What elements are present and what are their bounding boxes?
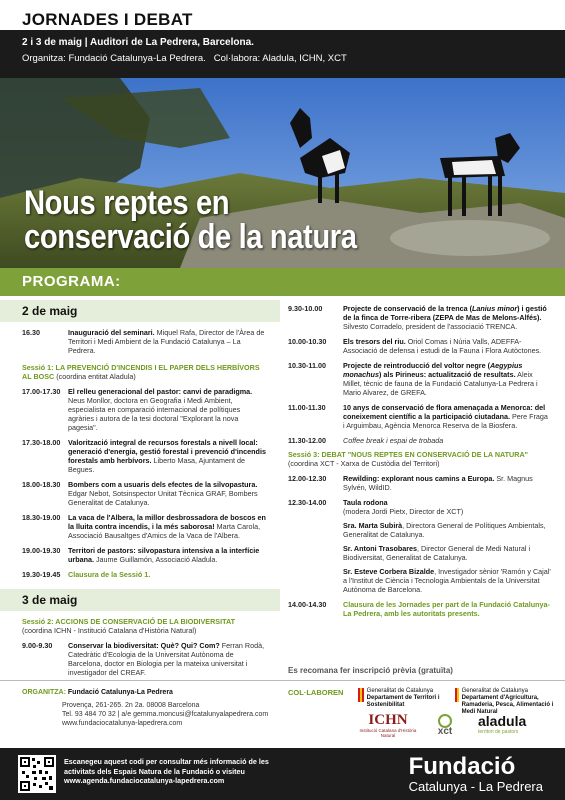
program-item [0,513,280,540]
program-item [0,641,280,677]
organitza-value: Fundació Catalunya-La Pedrera. [68,53,206,64]
event-time: 10.30-11.00 [288,361,326,370]
program-item [284,498,565,594]
event-time: 14.00-14.30 [288,600,327,609]
session-2-title: Sessió 2: ACCIONS DE CONSERVACIÓ DE LA BIODIVERSITAT (coordina ICHN - Institució Catalana d'Història Natural) [22,617,235,635]
gencat-territori-logo: Generalitat de Catalunya Departament de Territori i Sostenibilitat [358,688,446,709]
event-desc: Rewilding: explorant nous camins a Europa. Sr. Magnus Sylvén, WildID. [343,474,533,492]
program-item [284,361,565,397]
program-item [284,600,565,618]
event-time: 9.30-10.00 [288,304,323,313]
program-item [284,474,565,492]
program-item [0,480,280,507]
event-desc: El relleu generacional del pastor: canvi de paradigma. Neus Monllor, doctora en Geografia i Medi Ambient, especialista en comparació internacional de polítiques agràries i autora de la tesi doctoral "Explorant la nova pagesia". [68,387,253,432]
event-time: 19.30-19.45 [22,570,61,579]
footer [0,748,565,800]
organitza-label: ORGANITZA: [22,689,66,696]
event-time: 9.00-9.30 [22,641,53,650]
organizer-contact[interactable]: Tel. 93 484 70 32 | a/e gemma.moncusi@fcatalunyalapedrera.com [62,711,269,718]
speaker: Sra. Marta Subirà, Directora General de Polítiques Ambientals, Generalitat de Catalunya. [343,521,546,539]
event-desc: Coffee break i espai de trobada [343,436,444,445]
program-item [284,403,565,430]
header-dates: 2 i 3 de maig | Auditori de La Pedrera, Barcelona. [22,37,254,48]
organizer-name: Fundació Catalunya-La Pedrera [67,689,173,696]
program-item [0,546,280,564]
program-item [284,337,565,355]
session-1-title: Sessió 1: LA PREVENCIÓ D'INCENDIS I EL PAPER DELS HERBÍVORS AL BOSC (coordina entitat Aladula) [22,363,260,381]
program-item [284,304,565,331]
program-left-column [0,300,280,677]
hero-title-line1: Nous reptes en [24,184,230,222]
ichn-logo: ICHN Institució Catalana d'Història Natural [359,712,417,738]
program-item [0,570,280,579]
footer-text: Escanegeu aquest codi per consultar més informació de les activitats dels Espais Natura de la Fundació o visiteu www.agenda.fundaciocatalunya-lapedrera.com [64,757,269,785]
program-item [0,328,280,355]
collaboren-label: COL·LABOREN [288,688,344,697]
event-time: 18.30-19.00 [22,513,61,522]
gencat-agricultura-logo: Generalitat de Catalunya Departament d'Agricultura, Ramaderia, Pesca, Alimentació i Medi Natural [455,688,555,716]
event-time: 11.30-12.00 [288,436,326,445]
event-time: 12.30-14.00 [288,498,327,507]
event-desc: Projecte de reintroducció del voltor negre (Aegypius monachus) als Pirineus: actualització de resultats. Aleix Millet, tècnic de fauna de la Fundació Catalunya-La Pedrera i Mario Alvarez, de GREFA. [343,361,538,397]
event-desc: La vaca de l'Albera, la millor desbrossadora de boscos en la lluita contra incendis, i la més saborosa! Marta Carola, Associació Bausaltges d'Amics de la Vaca de l'Albera. [68,513,266,540]
event-time: 11.00-11.30 [288,403,326,412]
event-desc: Taula rodona (modera Jordi Pietx, Director de XCT) Sra. Marta Subirà, Directora General de Polítiques Ambientals, Generalitat de Catalunya. Sr. Antoni Trasobares, Director General de Medi Natural i Biodiversitat, Generalitat de Catalunya. Sr. Esteve Corbera Bizalde, Investigador sènior 'Ramón y Cajal' a l'Institut de Ciència i Tecnologia Ambientals de la Universitat Autònoma de Barcelona. [343,498,551,594]
program-item [284,436,565,445]
hero-title [24,186,357,254]
qr-code-icon[interactable] [18,755,56,793]
speaker: Sr. Antoni Trasobares, Director General de Medi Natural i Biodiversitat, Generalitat de Catalunya. [343,544,531,562]
organitza-label: Organitza: [22,53,66,64]
senyera-icon [455,688,459,702]
programa-label: PROGRAMA: [22,273,121,290]
program-right-column [284,300,565,618]
event-desc: Clausura de la Sessió 1. [68,570,151,579]
header-title: JORNADES I DEBAT [22,10,193,29]
aladula-logo: aladula territori de pastors [478,713,527,735]
hero-title-line2: conservació de la natura [24,218,357,256]
organizer-block [22,688,272,728]
event-desc: Projecte de conservació de la trenca (Lanius minor) i gestió de la finca de Torre-ribera (ZEPA de Mas de Melons-Alfés). Silvesto Corradelo, president de l'associació TRENCA. [343,304,547,331]
event-desc: Inauguració del seminari. Miquel Rafa, Director de l'Àrea de Territori i Medi Ambient de la Fundació Catalunya – La Pedrera. [68,328,265,355]
event-time: 18.00-18.30 [22,480,61,489]
programa-bar [0,268,565,296]
event-time: 19.00-19.30 [22,546,61,555]
senyera-icon [358,688,364,702]
event-desc: Valorització integral de recursos forestals a nivell local: generació d'energia, gestió forestal i prevenció d'incendis forestals amb herbívors. Liberto Masa, Ajuntament de Begues. [68,438,266,474]
event-desc: Els tresors del riu. Oriol Comas i Núria Valls, ADEFFA-Associació de defensa i estudi de la Fauna i Flora Autòctones. [343,337,542,355]
day-header-2-maig: 2 de maig [0,300,280,322]
organizer-web[interactable]: www.fundaciocatalunya-lapedrera.com [62,720,183,727]
program-item [0,387,280,432]
event-desc: Conservar la biodiversitat: Què? Qui? Com? Ferran Rodà, Catedràtic d'Ecologia de la Universitat Autònoma de Barcelona, doctor en Biologia per la mateixa universitat i investigador del CREAF. [68,641,265,677]
event-time: 16.30 [22,328,40,337]
collabora-value: Aladula, ICHN, XCT [262,53,347,64]
session-3-title: Sessió 3: DEBAT "NOUS REPTES EN CONSERVACIÓ DE LA NATURA" (coordina XCT - Xarxa de Custòdia del Territori) [288,450,529,468]
event-desc: 10 anys de conservació de flora amenaçada a Menorca: del coneixement científic a la participació ciutadana. Pere Fraga i Arguimbau, Agència Menorca Reserva de la Biosfera. [343,403,548,430]
event-time: 12.00-12.30 [288,474,327,483]
footer-link[interactable]: www.agenda.fundaciocatalunya-lapedrera.com [64,776,225,785]
header-organizers [22,53,347,64]
fundacio-logo: Fundació Catalunya - La Pedrera [408,753,543,794]
event-time: 17.30-18.00 [22,438,61,447]
collabora-label: Col·labora: [213,53,261,64]
divider [0,680,565,681]
event-time: 17.00-17.30 [22,387,61,396]
day-header-3-maig: 3 de maig [0,589,280,611]
event-desc: Territori de pastors: silvopastura intensiva a la interfície urbana. Jaume Guillamón, Associació Aladula. [68,546,260,564]
organizer-address: Provença, 261-265. 2n 2a. 08008 Barcelona [62,702,200,709]
event-desc: Clausura de les Jornades per part de la Fundació Catalunya-La Pedrera, amb les autoritats presents. [343,600,550,618]
speaker: Sr. Esteve Corbera Bizalde, Investigador sènior 'Ramón y Cajal' a l'Institut de Ciència i Tecnologia Ambientals de la Universitat Autònoma de Barcelona. [343,567,551,594]
inscription-note: Es recomana fer inscripció prèvia (gratuïta) [288,666,453,675]
header-bar [0,30,565,78]
event-time: 10.00-10.30 [288,337,327,346]
program-item [0,438,280,474]
event-desc: Bombers com a usuaris dels efectes de la silvopastura. Edgar Nebot, Sotsinspector Unitat Tècnica GRAF, Bombers Generalitat de Catalunya. [68,480,258,507]
xct-logo: xct [425,714,465,735]
